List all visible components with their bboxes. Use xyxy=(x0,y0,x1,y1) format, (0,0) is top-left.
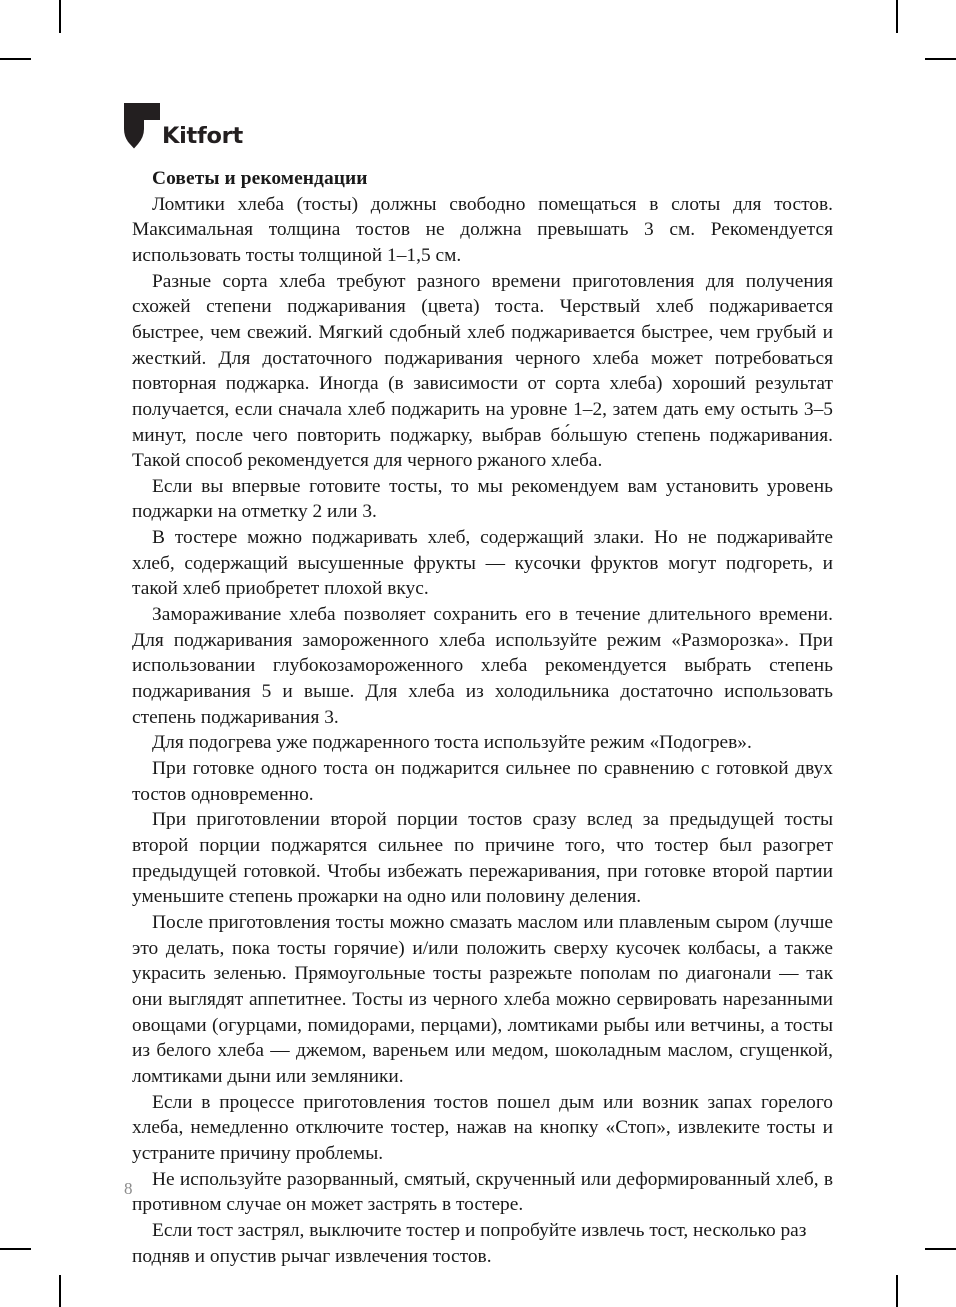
paragraph: После приготовления тосты можно смазать маслом или плавленым сыром (лучше это делать, пока тосты горячие) и/или положить сверху кусочек колбасы, а также украсить зеленью. Прямоугольные тосты разрежьте пополам по диагонали — так они выглядят аппетитнее. Тосты из черного хлеба можно сервировать нарезанными овощами (огурцами, помидорами, перцами), ломтиками рыбы или ветчины, а тосты из белого хлеба — джемом, вареньем или медом, шоколадным маслом, сгущенкой, ломтиками дыни или земляники. xyxy=(132,911,833,1087)
paragraph: В тостере можно поджаривать хлеб, содержащий злаки. Но не поджаривайте хлеб, содержащий высушенные фрукты — кусочки фруктов могут подгореть, и такой хлеб приобретет плохой вкус. xyxy=(132,527,833,600)
paragraph: Если в процессе приготовления тостов пошел дым или возник запах горелого хлеба, немедленно отключите тостер, нажав на кнопку «Стоп», извлеките тосты и устраните причину проблемы. xyxy=(132,1091,833,1164)
paragraph: Разные сорта хлеба требуют разного времени приготовления для получения схожей степени поджаривания (цвета) тоста. Черствый хлеб поджаривается быстрее, чем свежий. Мягкий сдобный хлеб поджаривается быстрее, чем грубый и жесткий. Для достаточного поджаривания черного хлеба может потребоваться повторная поджарка. Иногда (в зависимости от сорта хлеба) хороший результат получается, если сначала хлеб поджарить на уровне 1–2, затем дать ему остыть 3–5 минут, после чего повторить поджарку, выбрав бо́льшую степень поджаривания. Такой способ рекомендуется для черного ржаного хлеба. xyxy=(132,270,833,472)
crop-mark-bottom-left-horizontal xyxy=(0,1248,31,1250)
crop-mark-top-left-horizontal xyxy=(0,58,31,60)
paragraph: При готовке одного тоста он поджарится сильнее по сравнению с готовкой двух тостов одновременно. xyxy=(132,758,833,805)
paragraph: Замораживание хлеба позволяет сохранить его в течение длительного времени. Для поджаривания замороженного хлеба используйте режим «Разморозка». При использовании глубокозамороженного хлеба рекомендуется выбрать степень поджаривания 5 и выше. Для хлеба из холодильника достаточно использовать степень поджаривания 3. xyxy=(132,604,833,728)
crop-mark-bottom-right-horizontal xyxy=(925,1248,956,1250)
crop-mark-bottom-left-vertical xyxy=(59,1275,61,1307)
section-title: Советы и рекомендации xyxy=(152,168,368,189)
document-text-block xyxy=(132,166,833,1269)
brand-logo xyxy=(124,103,243,149)
paragraph: Если вы впервые готовите тосты, то мы рекомендуем вам установить уровень поджарки на отметку 2 или 3. xyxy=(132,475,833,523)
brand-name: Kitfort xyxy=(162,122,243,149)
paragraph: Для подогрева уже поджаренного тоста используйте режим «Подогрев». xyxy=(152,732,752,754)
paragraph: Ломтики хлеба (тосты) должны свободно помещаться в слоты для тостов. Максимальная толщина тостов не должна превышать 3 см. Рекомендуется использовать тосты толщиной 1–1,5 см. xyxy=(132,193,833,266)
paragraph: Если тост застрял, выключите тостер и попробуйте извлечь тост, несколько раз подняв и опустив рычаг извлечения тостов. xyxy=(132,1219,807,1267)
kitfort-flag-mark-icon xyxy=(124,103,160,149)
crop-mark-top-left-vertical xyxy=(59,0,61,33)
crop-mark-top-right-horizontal xyxy=(925,58,956,60)
crop-mark-bottom-right-vertical xyxy=(896,1275,898,1307)
crop-mark-top-right-vertical xyxy=(896,0,898,33)
page-number: 8 xyxy=(124,1179,133,1198)
paragraph: Не используйте разорванный, смятый, скрученный или деформированный хлеб, в противном случае он может застрять в тостере. xyxy=(132,1168,833,1216)
paragraph: При приготовлении второй порции тостов сразу вслед за предыдущей тосты второй порции поджарятся сильнее по причине того, что тостер был разогрет предыдущей готовкой. Чтобы избежать пережаривания, при готовке второй партии уменьшите степень прожарки на одно или половину деления. xyxy=(132,809,833,908)
